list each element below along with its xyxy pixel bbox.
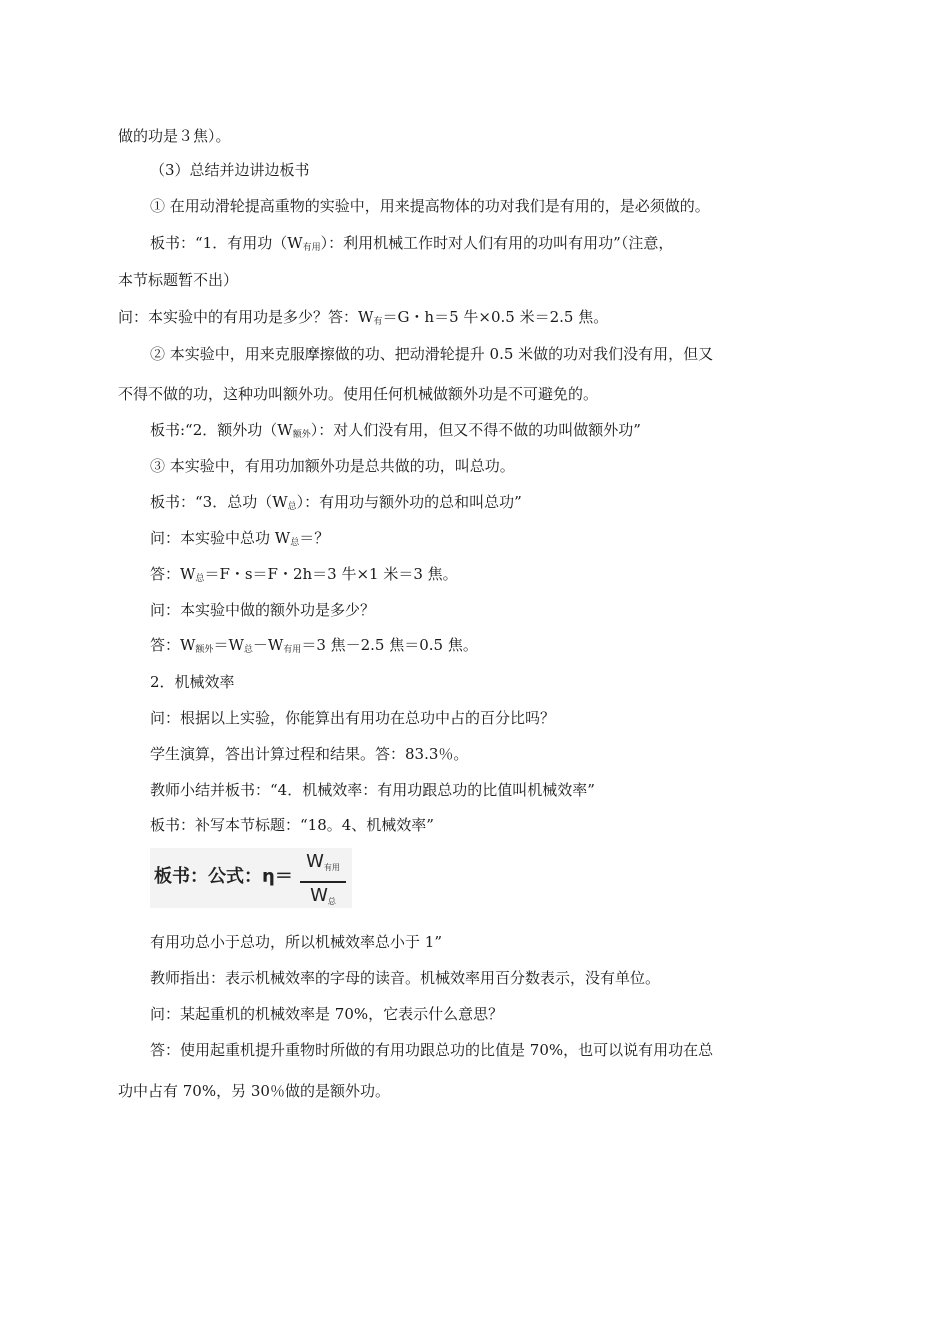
text-run: ）：对人们没有用，但又不得不做的功叫做额外功” xyxy=(310,421,641,439)
text-run: 问：本实验中的有用功是多少？答：W xyxy=(118,308,374,326)
text-line: 有用功总小于总功，所以机械效率总小于 1” xyxy=(150,933,442,951)
text-run: ＝F・s＝F・2h＝3 牛×1 米＝3 焦。 xyxy=(204,565,458,583)
text-line: 答：使用起重机提升重物时所做的有用功跟总功的比值是 70%，也可以说有用功在总 xyxy=(150,1041,714,1059)
text-line: 问：根据以上实验，你能算出有用功在总功中占的百分比吗？ xyxy=(150,709,556,727)
text-run: ＝G・h＝5 牛×0.5 米＝2.5 焦。 xyxy=(382,308,609,326)
question-total-work xyxy=(150,528,329,553)
subscript: 总 xyxy=(195,574,205,584)
text-line: 功中占有 70%，另 30％做的是额外功。 xyxy=(118,1082,390,1100)
subscript: 有用 xyxy=(283,645,302,655)
text-run: ）：有用功与额外功的总和叫总功” xyxy=(296,493,522,511)
subscript: 额外 xyxy=(292,430,311,440)
subscript: 总 xyxy=(243,645,253,655)
text-line: 问：某起重机的机械效率是 70%，它表示什么意思？ xyxy=(150,1005,504,1023)
answer-extra-work xyxy=(150,635,478,660)
text-line: ① 在用动滑轮提高重物的实验中，用来提高物体的功对我们是有用的，是必须做的。 xyxy=(150,197,710,215)
formula-numerator xyxy=(298,850,348,880)
section-heading: 2．机械效率 xyxy=(150,673,235,691)
text-line: 不得不做的功，这种功叫额外功。使用任何机械做额外功是不可避免的。 xyxy=(118,385,599,403)
text-line: ② 本实验中，用来克服摩擦做的功、把动滑轮提升 0.5 米做的功对我们没有用，但又 xyxy=(150,345,714,363)
text-line: 学生演算，答出计算过程和结果。答：83.3％。 xyxy=(150,745,469,763)
subscript: 总 xyxy=(327,896,336,906)
fraction-bar xyxy=(300,881,346,883)
board-note-total-work xyxy=(150,492,522,517)
text-run: 问：本实验中总功 W xyxy=(150,529,291,547)
text-line: 板书：补写本节标题：“18。4、机械效率” xyxy=(150,816,434,834)
subscript: 有用 xyxy=(323,863,340,872)
text-run: 板书:“2．额外功（W xyxy=(150,421,293,439)
text-run: 答：W xyxy=(150,565,196,583)
text-run: 答：W xyxy=(150,636,196,654)
formula-fraction xyxy=(298,850,348,914)
text-line: 教师小结并板书：“4．机械效率：有用功跟总功的比值叫机械效率” xyxy=(150,781,595,799)
text-line: 问：本实验中做的额外功是多少？ xyxy=(150,601,376,619)
formula-label: 板书：公式：η＝ xyxy=(154,866,293,887)
text-line: ③ 本实验中，有用功加额外功是总共做的功，叫总功。 xyxy=(150,457,515,475)
text-run: 板书：“3．总功（W xyxy=(150,493,288,511)
subscript: 总 xyxy=(290,538,300,548)
efficiency-formula-image xyxy=(150,848,352,908)
text-run: W xyxy=(306,851,324,872)
formula-denominator xyxy=(298,884,348,914)
board-note-extra-work xyxy=(150,420,641,445)
text-line: 本节标题暂不出） xyxy=(118,271,239,289)
text-run: ＝？ xyxy=(299,529,330,547)
section-heading: （3）总结并边讲边板书 xyxy=(150,161,310,179)
text-line: 做的功是３焦）。 xyxy=(118,127,231,145)
text-run: ＝W xyxy=(213,636,244,654)
text-run: －W xyxy=(252,636,284,654)
text-run: ＝3 焦－2.5 焦＝0.5 焦。 xyxy=(301,636,478,654)
question-useful-work xyxy=(118,307,608,332)
text-run: W xyxy=(310,884,328,906)
answer-total-work xyxy=(150,564,458,589)
subscript: 有用 xyxy=(302,243,321,253)
text-run: ）：利用机械工作时对人们有用的功叫有用功”（注意， xyxy=(320,234,674,252)
board-note-useful-work xyxy=(150,233,673,258)
subscript: 有 xyxy=(373,317,383,327)
subscript: 总 xyxy=(287,502,297,512)
subscript: 额外 xyxy=(195,645,214,655)
text-line: 教师指出：表示机械效率的字母的读音。机械效率用百分数表示，没有单位。 xyxy=(150,969,661,987)
text-run: 板书：“1．有用功（W xyxy=(150,234,303,252)
